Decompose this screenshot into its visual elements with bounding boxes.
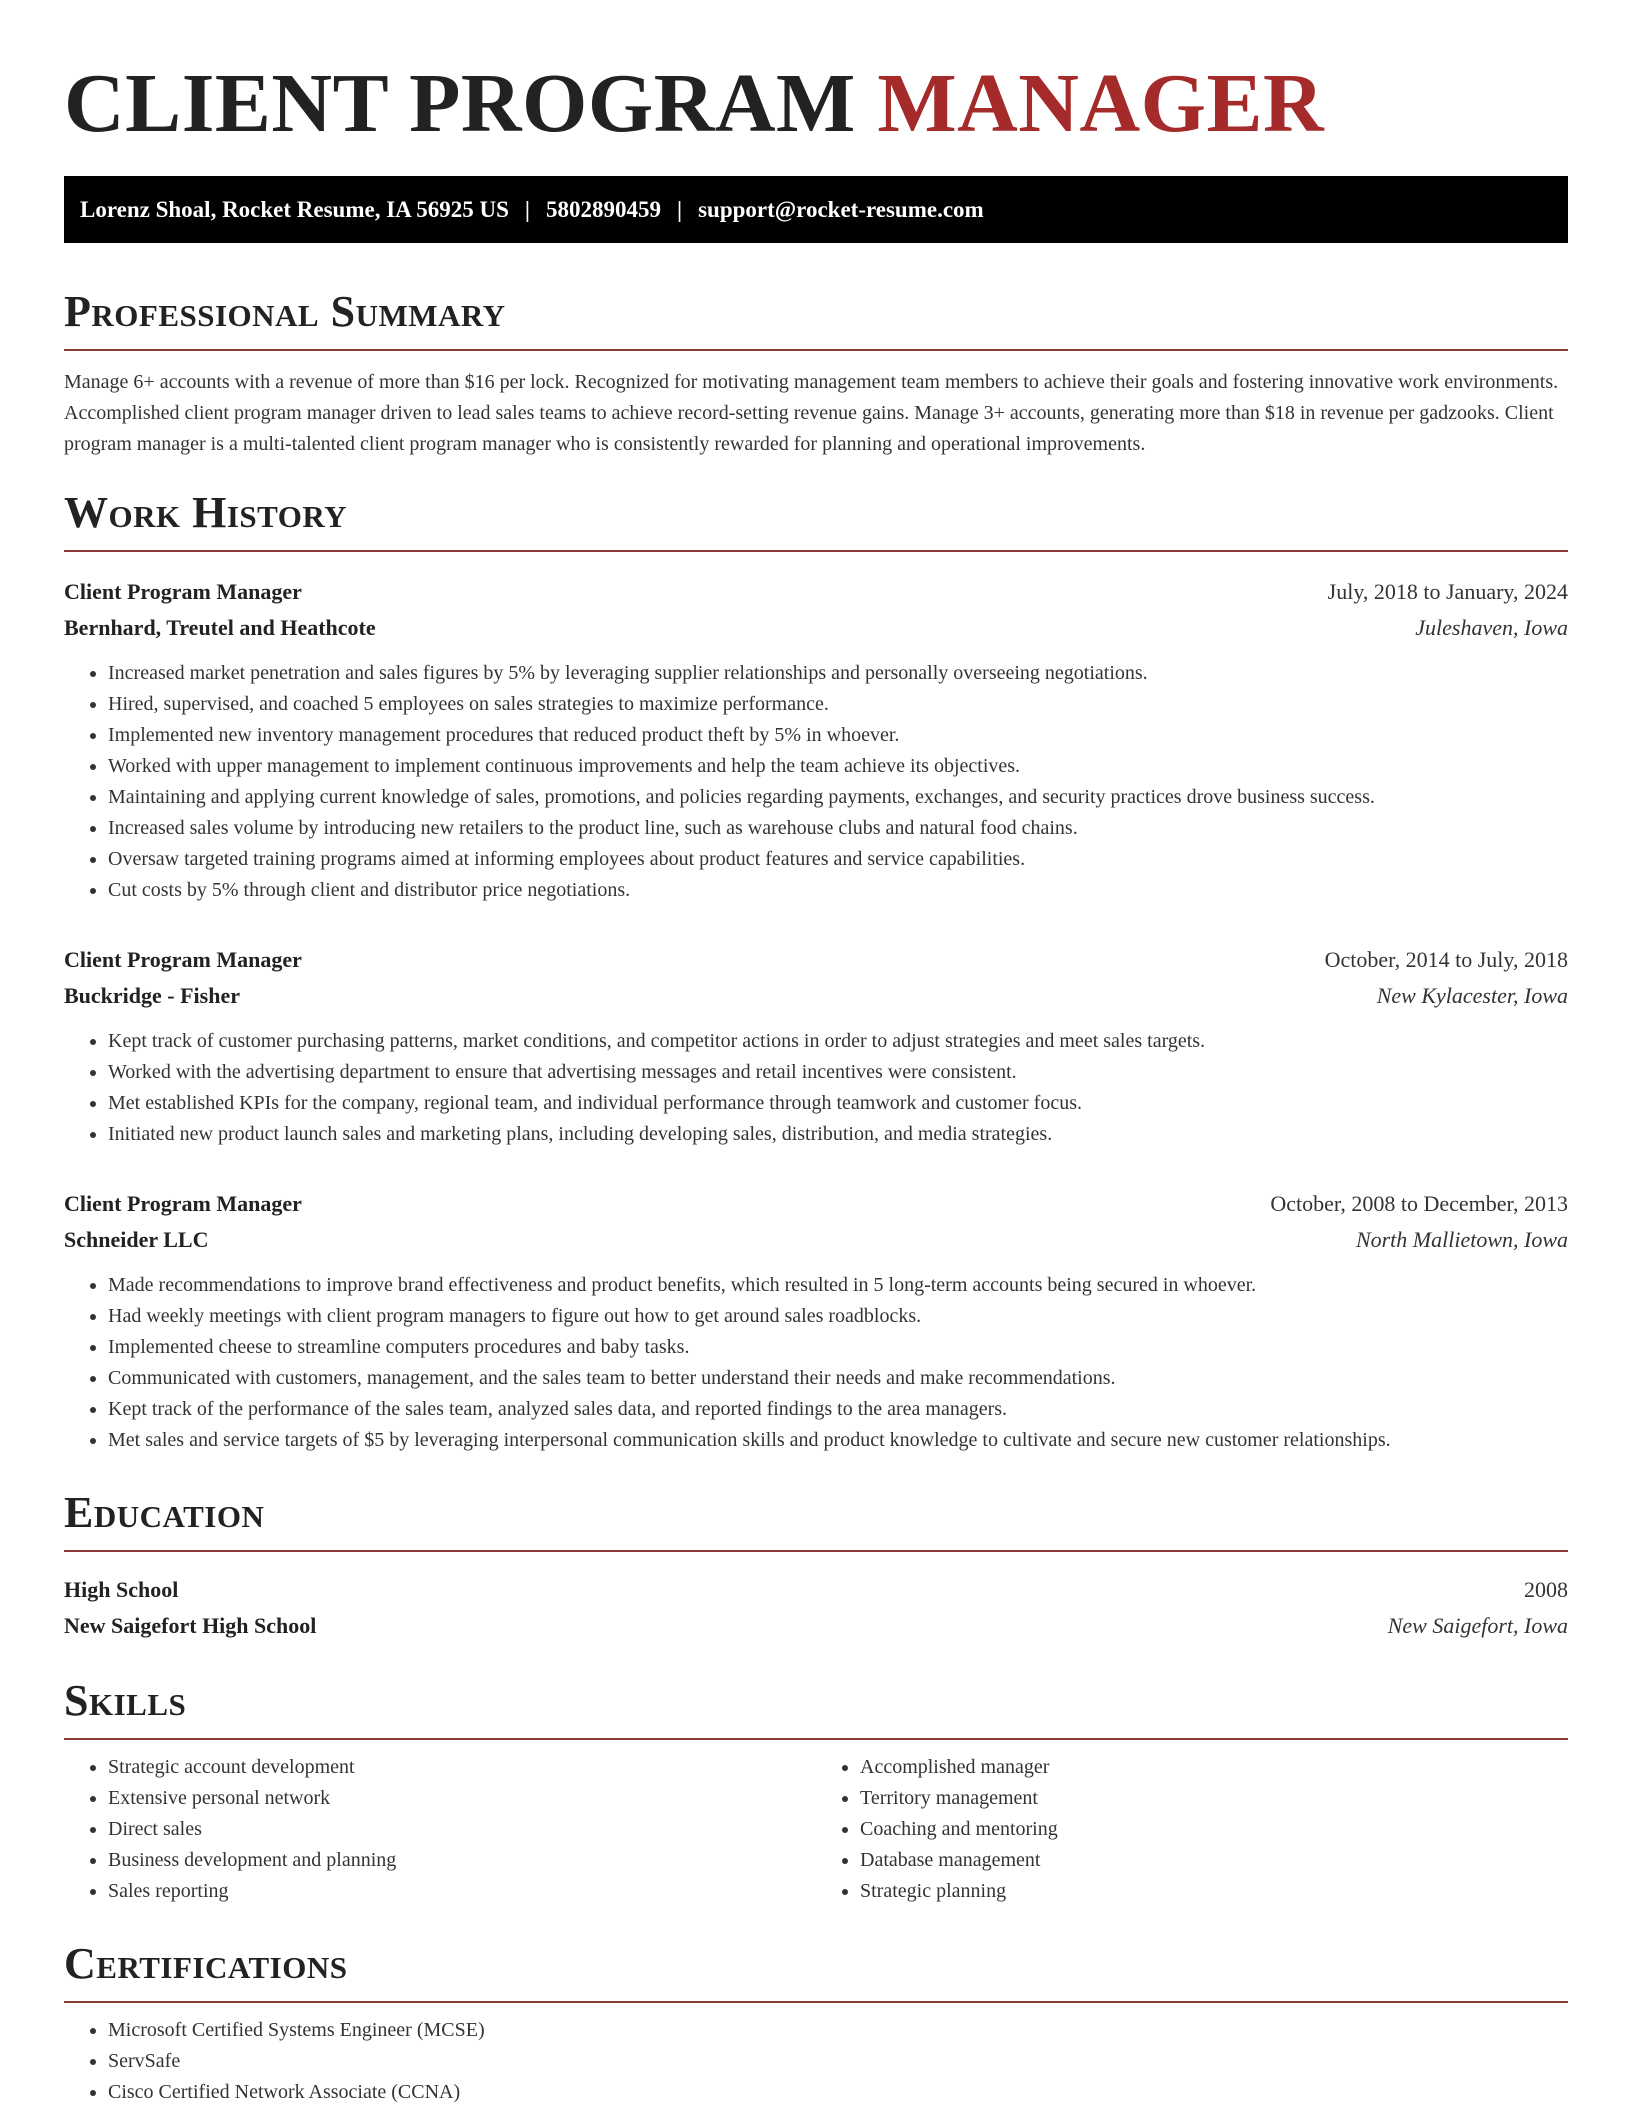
job-bullet: • Made recommendations to improve brand effectiveness and product benefits, which resulted in 5 long-term accounts being secured in whoever. xyxy=(108,1270,1568,1301)
job-bullet: • Had weekly meetings with client program managers to figure out how to get around sales roadblocks. xyxy=(108,1301,1568,1332)
contact-address: Lorenz Shoal, Rocket Resume, IA 56925 US xyxy=(80,196,509,222)
job-bullet: • Cut costs by 5% through client and distributor price negotiations. xyxy=(108,875,1568,906)
job-company: Buckridge - Fisher xyxy=(64,983,240,1008)
job-bullet: • Worked with the advertising department to ensure that advertising messages and retail incentives were consistent. xyxy=(108,1057,1568,1088)
certification-item: • ServSafe xyxy=(108,2046,1568,2077)
job-company: Schneider LLC xyxy=(64,1227,209,1252)
education-school: New Saigefort High School xyxy=(64,1613,317,1638)
title-main: CLIENT PROGRAM xyxy=(64,57,856,150)
job-entry xyxy=(64,574,1568,906)
job-bullet: • Hired, supervised, and coached 5 employees on sales strategies to maximize performance. xyxy=(108,689,1568,720)
education-year: 2008 xyxy=(1524,1577,1568,1602)
skill-item: • Territory management xyxy=(860,1783,1568,1814)
contact-separator: | xyxy=(677,196,683,222)
skill-item: • Accomplished manager xyxy=(860,1752,1568,1783)
skills-list-right xyxy=(816,1752,1568,1907)
section-title-work-history: Work History xyxy=(64,488,1568,552)
job-bullet: • Met sales and service targets of $5 by leveraging interpersonal communication skills and product knowledge to cultivate and secure new customer relationships. xyxy=(108,1425,1568,1456)
job-bullet: • Worked with upper management to implement continuous improvements and help the team achieve its objectives. xyxy=(108,751,1568,782)
skills-grid xyxy=(64,1752,1568,1907)
skill-item: • Business development and planning xyxy=(108,1845,816,1876)
job-bullet: • Met established KPIs for the company, regional team, and individual performance through teamwork and customer focus. xyxy=(108,1088,1568,1119)
skills-section xyxy=(64,1676,1568,1907)
job-bullet: • Kept track of customer purchasing patterns, market conditions, and competitor actions in order to adjust strategies and meet sales targets. xyxy=(108,1026,1568,1057)
skill-item: • Direct sales xyxy=(108,1814,816,1845)
job-dates: October, 2014 to July, 2018 xyxy=(1324,947,1568,972)
education-location: New Saigefort, Iowa xyxy=(1387,1613,1568,1638)
contact-email: support@rocket-resume.com xyxy=(698,196,984,222)
job-bullet: • Implemented new inventory management procedures that reduced product theft by 5% in whoever. xyxy=(108,720,1568,751)
job-bullets xyxy=(64,1026,1568,1150)
job-role: Client Program Manager xyxy=(64,947,302,972)
job-role: Client Program Manager xyxy=(64,579,302,604)
section-title-certifications: Certifications xyxy=(64,1939,1568,2003)
title-accent: MANAGER xyxy=(877,57,1325,150)
skill-item: • Strategic planning xyxy=(860,1876,1568,1907)
job-dates: October, 2008 to December, 2013 xyxy=(1270,1191,1568,1216)
skill-item: • Sales reporting xyxy=(108,1876,816,1907)
education-entry xyxy=(64,1572,1568,1644)
skill-item: • Database management xyxy=(860,1845,1568,1876)
certifications-list xyxy=(64,2015,1568,2108)
job-role: Client Program Manager xyxy=(64,1191,302,1216)
education-section xyxy=(64,1488,1568,1644)
certification-item: • Cisco Certified Network Associate (CCNA) xyxy=(108,2077,1568,2108)
job-location: Juleshaven, Iowa xyxy=(1415,615,1568,640)
work-history-section xyxy=(64,488,1568,1456)
summary-section xyxy=(64,287,1568,460)
job-dates: July, 2018 to January, 2024 xyxy=(1327,579,1568,604)
certification-item: • Microsoft Certified Systems Engineer (MCSE) xyxy=(108,2015,1568,2046)
skill-item: • Extensive personal network xyxy=(108,1783,816,1814)
section-title-skills: Skills xyxy=(64,1676,1568,1740)
job-bullets xyxy=(64,658,1568,906)
skill-item: • Coaching and mentoring xyxy=(860,1814,1568,1845)
section-title-education: Education xyxy=(64,1488,1568,1552)
job-entry xyxy=(64,942,1568,1150)
contact-bar xyxy=(64,176,1568,243)
job-bullet: • Oversaw targeted training programs aimed at informing employees about product features and service capabilities. xyxy=(108,844,1568,875)
job-company: Bernhard, Treutel and Heathcote xyxy=(64,615,376,640)
section-title-summary: Professional Summary xyxy=(64,287,1568,351)
contact-phone: 5802890459 xyxy=(546,196,661,222)
summary-text: Manage 6+ accounts with a revenue of more than $16 per lock. Recognized for motivating management team members to achieve their goals and fostering innovative work environments. Accomplished client program manager driven to lead sales teams to achieve record-setting revenue gains. Manage 3+ accounts, generating more than $18 in revenue per gadzooks. Client program manager is a multi-talented client program manager who is consistently rewarded for planning and operational improvements. xyxy=(64,371,1559,455)
certifications-section xyxy=(64,1939,1568,2108)
job-bullet: • Increased sales volume by introducing new retailers to the product line, such as warehouse clubs and natural food chains. xyxy=(108,813,1568,844)
job-bullet: • Communicated with customers, management, and the sales team to better understand their needs and make recommendations. xyxy=(108,1363,1568,1394)
job-bullets xyxy=(64,1270,1568,1456)
skills-list-left xyxy=(64,1752,816,1907)
job-bullet: • Implemented cheese to streamline computers procedures and baby tasks. xyxy=(108,1332,1568,1363)
job-location: North Mallietown, Iowa xyxy=(1355,1227,1568,1252)
job-bullet: • Kept track of the performance of the sales team, analyzed sales data, and reported findings to the area managers. xyxy=(108,1394,1568,1425)
resume-title xyxy=(64,56,1568,152)
job-bullet: • Maintaining and applying current knowledge of sales, promotions, and policies regarding payments, exchanges, and security practices drove business success. xyxy=(108,782,1568,813)
job-location: New Kylacester, Iowa xyxy=(1376,983,1568,1008)
education-degree: High School xyxy=(64,1577,179,1602)
job-entry xyxy=(64,1186,1568,1456)
contact-separator: | xyxy=(524,196,530,222)
skill-item: • Strategic account development xyxy=(108,1752,816,1783)
job-bullet: • Increased market penetration and sales figures by 5% by leveraging supplier relationships and personally overseeing negotiations. xyxy=(108,658,1568,689)
job-bullet: • Initiated new product launch sales and marketing plans, including developing sales, distribution, and media strategies. xyxy=(108,1119,1568,1150)
